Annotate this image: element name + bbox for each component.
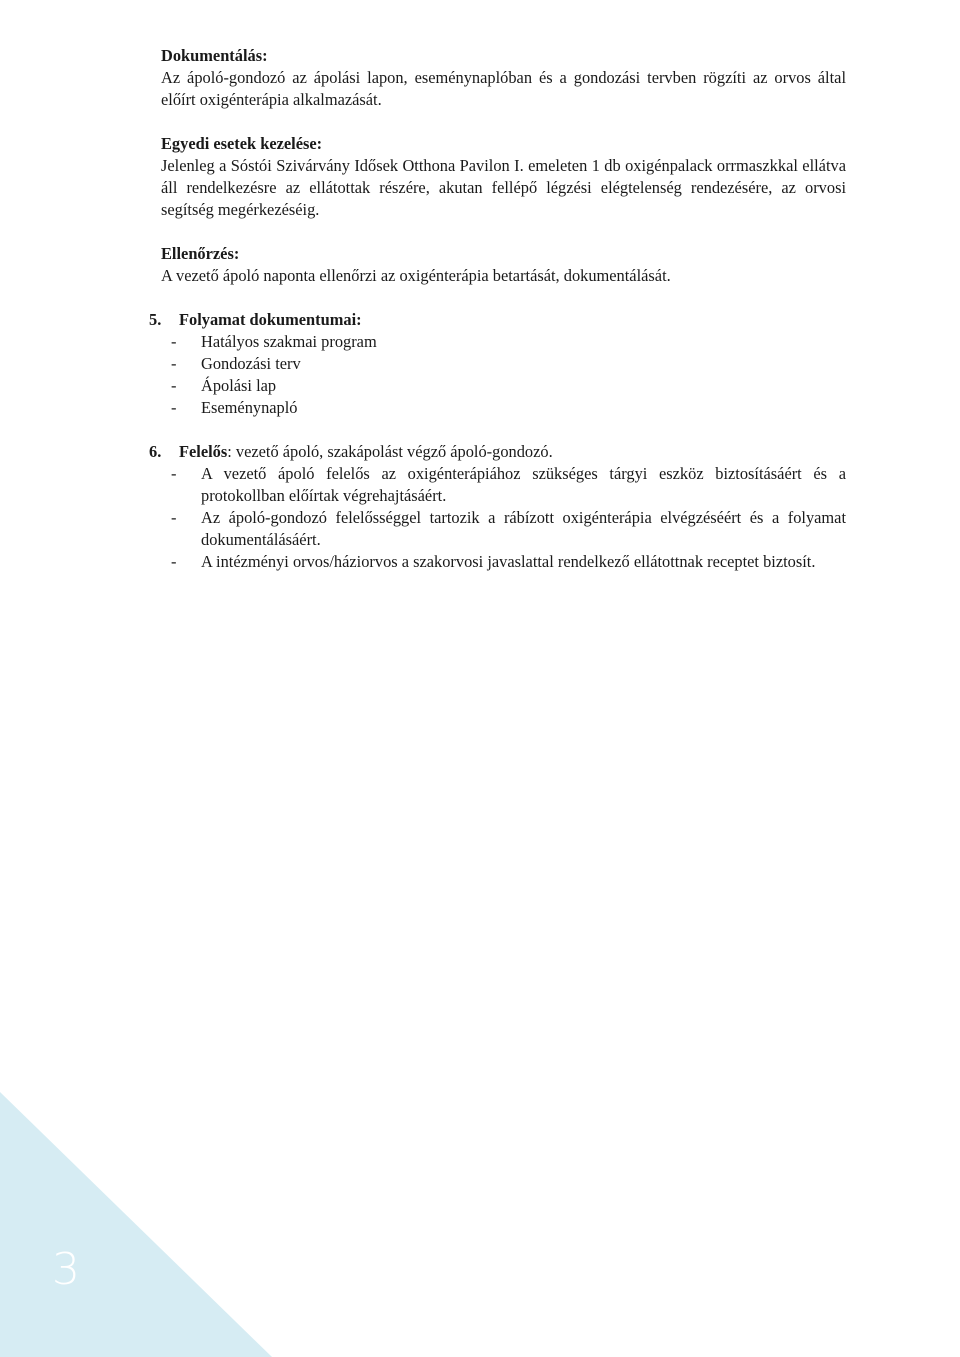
list-item bbox=[161, 463, 846, 507]
section-6-number: 6. bbox=[149, 442, 162, 461]
special-cases-heading: Egyedi esetek kezelése: bbox=[161, 134, 323, 153]
list-item-text: A intézményi orvos/háziorvos a szakorvosi javaslattal rendelkező ellátottnak receptet biztosít. bbox=[201, 552, 816, 571]
page-content bbox=[149, 45, 846, 595]
section-5-list bbox=[161, 331, 846, 419]
corner-triangle-decoration bbox=[0, 1092, 272, 1357]
documentation-text: Az ápoló-gondozó az ápolási lapon, eseménynaplóban és a gondozási tervben rögzíti az orvos által előírt oxigénterápia alkalmazását. bbox=[161, 68, 846, 109]
section-6 bbox=[149, 441, 846, 573]
section-5 bbox=[149, 309, 846, 419]
list-item bbox=[161, 375, 846, 397]
list-item-text: Ápolási lap bbox=[201, 376, 277, 395]
list-marker: - bbox=[171, 354, 177, 373]
list-item-text: Hatályos szakmai program bbox=[201, 332, 377, 351]
control-text: A vezető ápoló naponta ellenőrzi az oxigénterápia betartását, dokumentálását. bbox=[161, 266, 671, 285]
list-item-text: Eseménynapló bbox=[201, 398, 298, 417]
control-heading: Ellenőrzés: bbox=[161, 244, 240, 263]
list-item bbox=[161, 397, 846, 419]
section-5-heading bbox=[149, 309, 846, 331]
list-item-text: Az ápoló-gondozó felelősséggel tartozik a rábízott oxigénterápia elvégzéséért és a folyamat dokumentálásáért. bbox=[201, 508, 846, 549]
list-item bbox=[161, 507, 846, 551]
page-number: 3 bbox=[52, 1244, 80, 1295]
documentation-section bbox=[161, 45, 846, 111]
section-6-list bbox=[161, 463, 846, 573]
special-cases-text: Jelenleg a Sóstói Szivárvány Idősek Otthona Pavilon I. emeleten 1 db oxigénpalack orrmaszkkal ellátva áll rendelkezésre az ellátottak részére, akutan fellépő légzési elégtelenség rendezésére, az orvosi segítség megérkezéséig. bbox=[161, 156, 846, 219]
documentation-heading: Dokumentálás: bbox=[161, 46, 268, 65]
list-marker: - bbox=[171, 398, 177, 417]
list-item bbox=[161, 353, 846, 375]
section-6-title: Felelős bbox=[179, 442, 228, 461]
list-marker: - bbox=[171, 508, 177, 527]
list-marker: - bbox=[171, 552, 177, 571]
special-cases-section bbox=[161, 133, 846, 221]
section-6-title-rest: : vezető ápoló, szakápolást végző ápoló-gondozó. bbox=[227, 442, 553, 461]
section-6-heading bbox=[149, 441, 846, 463]
list-marker: - bbox=[171, 464, 177, 483]
section-5-title: Folyamat dokumentumai: bbox=[179, 310, 362, 329]
control-section bbox=[161, 243, 846, 287]
section-5-number: 5. bbox=[149, 310, 162, 329]
list-item-text: A vezető ápoló felelős az oxigénterápiához szükséges tárgyi eszköz biztosításáért és a protokollban előírtak végrehajtásáért. bbox=[201, 464, 846, 505]
list-item bbox=[161, 551, 846, 573]
list-marker: - bbox=[171, 332, 177, 351]
list-item bbox=[161, 331, 846, 353]
list-marker: - bbox=[171, 376, 177, 395]
list-item-text: Gondozási terv bbox=[201, 354, 301, 373]
